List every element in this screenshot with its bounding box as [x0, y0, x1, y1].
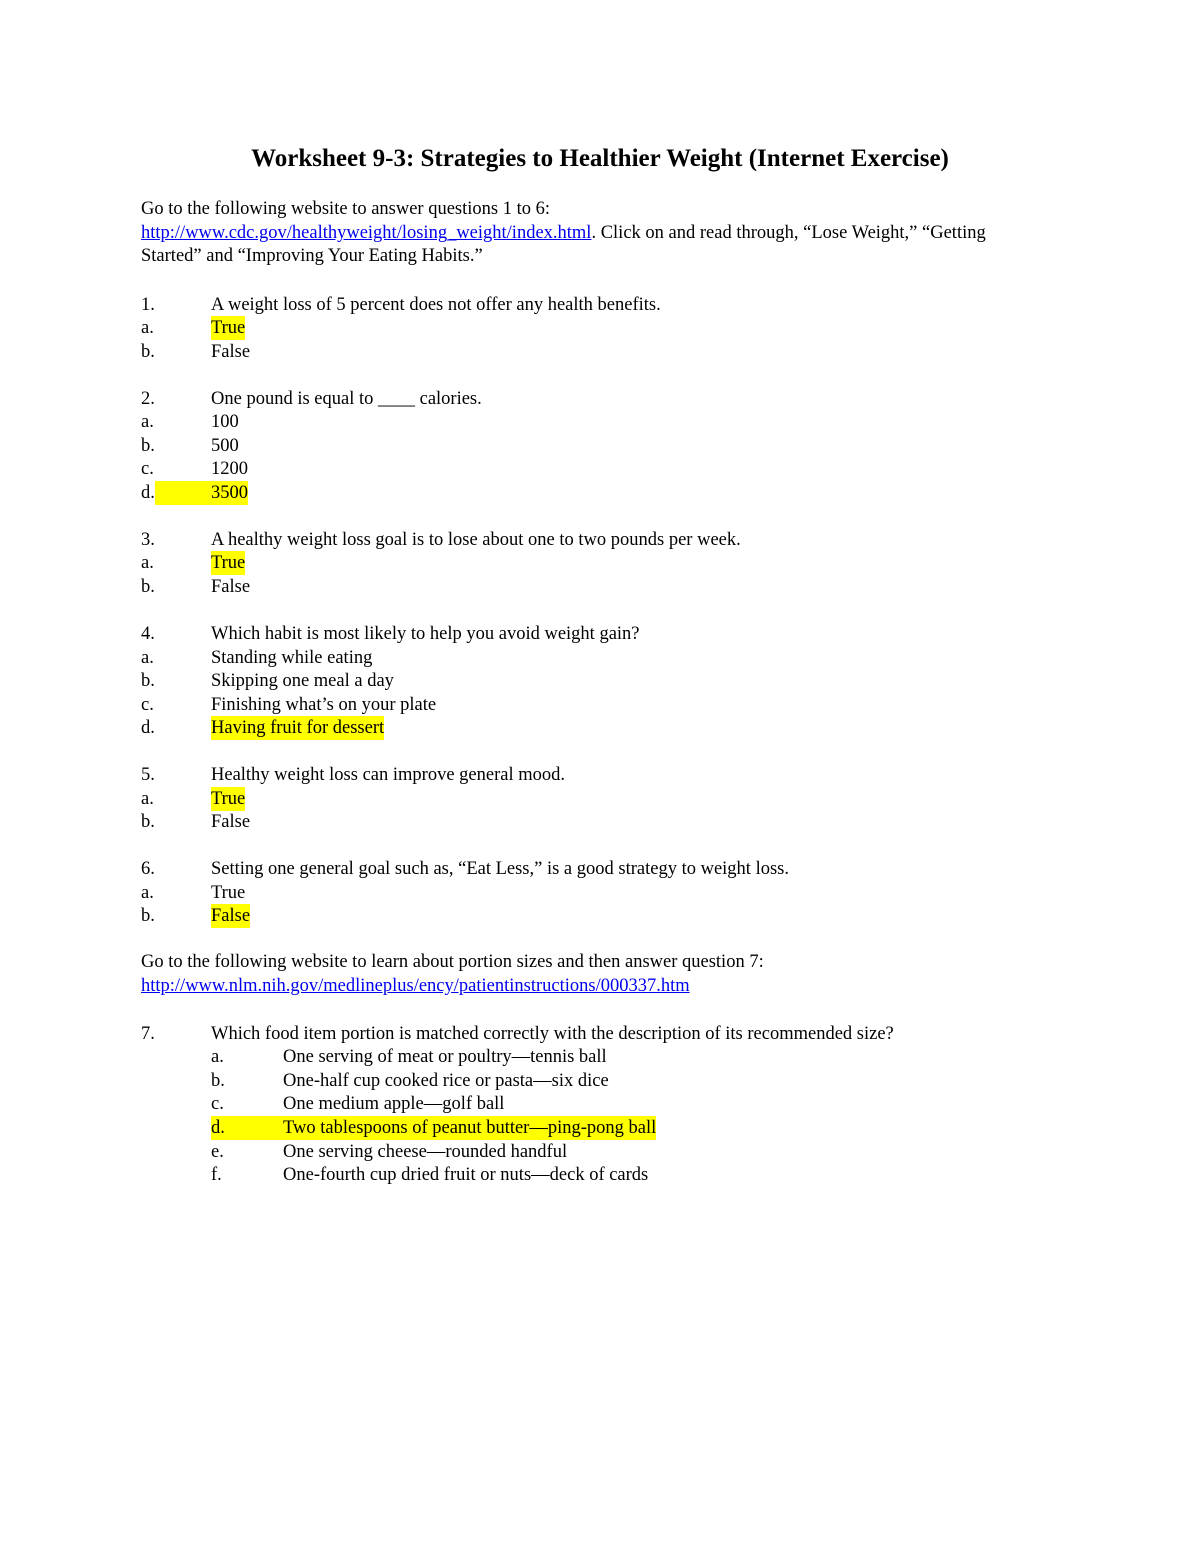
question-number: 6. [141, 859, 155, 879]
option-letter: b. [141, 577, 155, 597]
option-text: One medium apple—golf ball [283, 1094, 505, 1114]
option-text: Standing while eating [211, 648, 373, 668]
option-letter: c. [141, 459, 154, 479]
option-letter: d. [211, 1118, 225, 1138]
question-number: 2. [141, 389, 155, 409]
question-text: Setting one general goal such as, “Eat Less,” is a good strategy to weight loss. [211, 859, 789, 879]
question-text: Which habit is most likely to help you avoid weight gain? [211, 624, 640, 644]
option-text: One serving of meat or poultry—tennis ball [283, 1047, 607, 1067]
option-text-highlighted: True [211, 553, 246, 573]
option-letter: b. [141, 906, 155, 926]
option-letter: b. [141, 812, 155, 832]
option-text: Finishing what’s on your plate [211, 695, 437, 715]
intro2-instructions: Go to the following website to learn about portion sizes and then answer question 7: [141, 952, 764, 972]
option-text-highlighted: 3500 [211, 483, 248, 503]
intro2-link-line [141, 975, 690, 999]
question-number: 7. [141, 1024, 155, 1044]
option-text-highlighted: True [211, 789, 246, 809]
option-text-highlighted: False [211, 906, 251, 926]
option-letter: a. [211, 1047, 224, 1067]
question-number: 5. [141, 765, 155, 785]
intro-instructions-cont: Started” and “Improving Your Eating Habits.” [141, 246, 483, 266]
option-letter: b. [211, 1071, 225, 1091]
option-text-highlighted: Two tablespoons of peanut butter—ping-pong ball [283, 1118, 657, 1138]
option-letter: a. [141, 553, 154, 573]
option-text-highlighted: Having fruit for dessert [211, 718, 385, 738]
option-text: False [211, 577, 251, 597]
cdc-link[interactable]: http://www.cdc.gov/healthyweight/losing_weight/index.html [141, 223, 592, 243]
intro-instructions: Go to the following website to answer questions 1 to 6: [141, 199, 551, 219]
question-number: 4. [141, 624, 155, 644]
question-number: 3. [141, 530, 155, 550]
option-text-highlighted: True [211, 318, 246, 338]
option-text: 500 [211, 436, 239, 456]
intro-link-line [141, 222, 986, 246]
question-number: 1. [141, 295, 155, 315]
page-title: Worksheet 9-3: Strategies to Healthier Weight (Internet Exercise) [251, 145, 949, 172]
option-text: One-half cup cooked rice or pasta—six dice [283, 1071, 609, 1091]
option-letter: b. [141, 436, 155, 456]
intro-link-suffix: . Click on and read through, “Lose Weight,” “Getting [591, 223, 986, 243]
option-letter: b. [141, 671, 155, 691]
question-text: A weight loss of 5 percent does not offer any health benefits. [211, 295, 661, 315]
option-letter: f. [211, 1165, 222, 1185]
option-letter: a. [141, 412, 154, 432]
option-letter: c. [211, 1094, 224, 1114]
question-text: A healthy weight loss goal is to lose about one to two pounds per week. [211, 530, 741, 550]
option-text: 100 [211, 412, 239, 432]
option-letter: d. [141, 718, 155, 738]
option-letter: b. [141, 342, 155, 362]
option-letter: a. [141, 883, 154, 903]
option-text: One-fourth cup dried fruit or nuts—deck of cards [283, 1165, 649, 1185]
option-letter: a. [141, 318, 154, 338]
option-letter: e. [211, 1142, 224, 1162]
question-text: Which food item portion is matched correctly with the description of its recommended size? [211, 1024, 894, 1044]
question-text: Healthy weight loss can improve general mood. [211, 765, 565, 785]
option-letter: c. [141, 695, 154, 715]
highlight-gap [155, 481, 211, 505]
option-text: 1200 [211, 459, 248, 479]
option-letter: d. [141, 483, 155, 503]
option-text: True [211, 883, 246, 903]
option-letter: a. [141, 648, 154, 668]
option-letter: a. [141, 789, 154, 809]
option-text: One serving cheese—rounded handful [283, 1142, 568, 1162]
nlm-link[interactable]: http://www.nlm.nih.gov/medlineplus/ency/patientinstructions/000337.htm [141, 976, 690, 996]
question-text: One pound is equal to ____ calories. [211, 389, 482, 409]
option-text: Skipping one meal a day [211, 671, 394, 691]
option-text: False [211, 342, 251, 362]
option-text: False [211, 812, 251, 832]
